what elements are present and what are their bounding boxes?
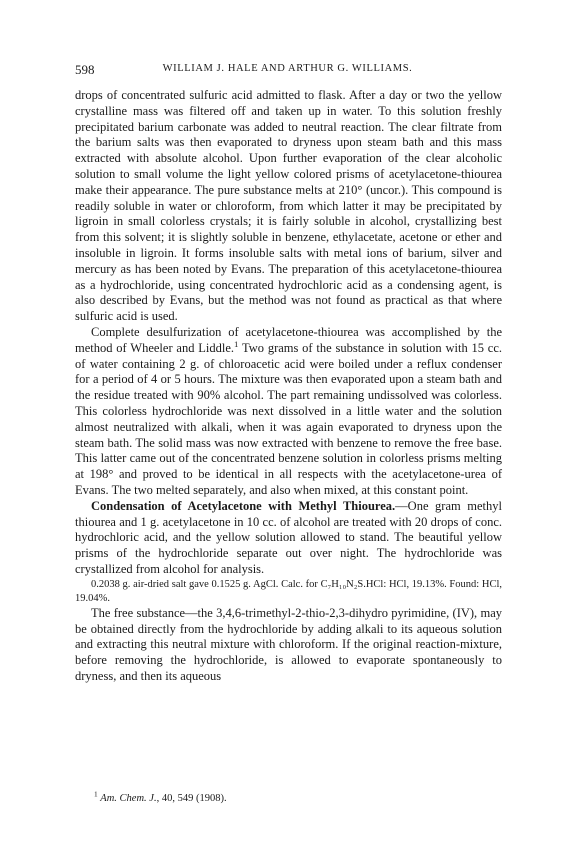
footnote [94, 789, 227, 804]
footnote-journal: Am. Chem. J. [100, 793, 157, 804]
running-title: WILLIAM J. HALE AND ARTHUR G. WILLIAMS. [162, 63, 413, 74]
section-heading: Condensation of Acetylacetone with Methyl Thiourea. [91, 498, 396, 513]
paragraph-4: The free substance—the 3,4,6-trimethyl-2-thio-2,3-dihydro pyrimidine, (IV), may be obtained directly from the hydrochloride by adding alkali to its aqueous solution and extracting this neutral mixture with chloroform. If the original reaction-mixture, before removing the hydrochloride, is allowed to evaporate spontaneously to dryness, and then its aqueous [75, 605, 502, 683]
paragraph-2-start: Complete desulfurization of acetylacetone-thiourea was accomplished by the method of Wheeler and Liddle. [75, 324, 502, 355]
analysis-line: 0.2038 g. air-dried salt gave 0.1525 g. AgCl. Calc. for C₇H₁₀N₂S.HCl: HCl, 19.13%. Found: HCl, 19.04%. [75, 578, 502, 604]
footnote-ref: 1 [234, 338, 239, 349]
paragraph-3 [75, 499, 502, 578]
paragraph-2-rest: Two grams of the substance in solution with 15 cc. of water containing 2 g. of chloroacetic acid were boiled under a reflux condenser for a period of 4 or 5 hours. The mixture was then evaporated upon a steam bath and the residue treated with 90% alcohol. The part remaining undissolved was colorless. This colorless hydrochloride was next dissolved in a little water and the solution almost neutralized with alkali, when it was again evaporated to dryness upon the steam bath. The solid mass was now extracted with benzene to remove the free base. This latter came out of the concentrated benzene solution in colorless prisms melting at 198° and proved to be identical in all respects with the acetylacetone-urea of Evans. The two melted separately, and also when mixed, at this constant point. [75, 340, 503, 497]
page-header [75, 62, 500, 80]
paragraph-2 [75, 325, 502, 499]
paragraph-3-text: —One gram methyl thiourea and 1 g. acetylacetone in 10 cc. of alcohol are treated with 20 drops of conc. hydrochloric acid, and the yellow solution allowed to stand. The beautiful yellow prisms of the hydrochloride separate out over night. The hydrochloride was crystallized from alcohol for analysis. [75, 498, 503, 576]
paragraph-1: drops of concentrated sulfuric acid admitted to flask. After a day or two the yellow crystalline mass was filtered off and taken up in water. To this solution freshly precipitated barium carbonate was added to neutral reaction. The clear filtrate from the barium salts was then evaporated to dryness upon steam bath and this mass extracted with absolute alcohol. Upon further evaporation of the clear alcoholic solution to small volume the light yellow colored prisms of acetylacetone-thiourea make their appearance. The pure substance melts at 210° (uncor.). This compound is readily soluble in water or chloroform, from which latter it may be precipitated by ligroin in small colorless crystals; it is fairly soluble in alcohol, crystallizing best from this solvent; it is slightly soluble in benzene, ethylacetate, acetone or ether and insoluble in ligroin. It forms insoluble salts with metal ions of barium, silver and mercury as has been noted by Evans. The preparation of this acetylacetone-thiourea as a hydrochloride, using concentrated hydrochloric acid as a condensing agent, is also described by Evans, but the method was not found as practical as that where sulfuric acid is used. [75, 88, 502, 324]
footnote-marker: 1 [94, 789, 98, 799]
page-number: 598 [75, 62, 95, 77]
footnote-citation: , 40, 549 (1908). [156, 793, 227, 804]
article-body [75, 88, 502, 685]
